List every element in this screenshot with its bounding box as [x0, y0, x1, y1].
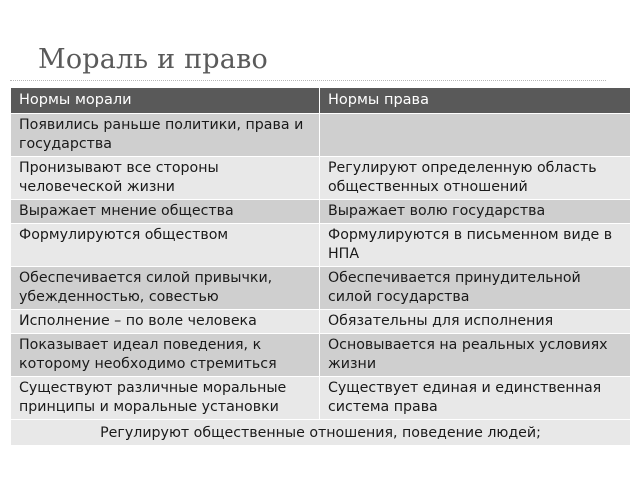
law-cell: Основывается на реальных условиях жизни	[320, 334, 631, 377]
table-row	[11, 224, 631, 267]
table-row	[11, 267, 631, 310]
header-morality-norms: Нормы морали	[11, 88, 320, 114]
morality-cell: Пронизывают все стороны человеческой жизни	[11, 157, 320, 200]
table-footer-row	[11, 420, 631, 446]
shared-feature-cell: Регулируют общественные отношения, поведение людей;	[11, 420, 631, 446]
law-cell: Обеспечивается принудительной силой государства	[320, 267, 631, 310]
morality-cell: Формулируются обществом	[11, 224, 320, 267]
morality-cell: Обеспечивается силой привычки, убежденностью, совестью	[11, 267, 320, 310]
morality-cell: Появились раньше политики, права и государства	[11, 114, 320, 157]
header-law-norms: Нормы права	[320, 88, 631, 114]
table-row	[11, 114, 631, 157]
law-cell: Существует единая и единственная система права	[320, 377, 631, 420]
table-row	[11, 200, 631, 224]
law-cell	[320, 114, 631, 157]
table-header-row	[11, 88, 631, 114]
law-cell: Формулируются в письменном виде в НПА	[320, 224, 631, 267]
morality-cell: Выражает мнение общества	[11, 200, 320, 224]
law-cell: Выражает волю государства	[320, 200, 631, 224]
law-cell: Регулируют определенную область общественных отношений	[320, 157, 631, 200]
morality-cell: Существуют различные моральные принципы и моральные установки	[11, 377, 320, 420]
table-row	[11, 157, 631, 200]
table-row	[11, 310, 631, 334]
comparison-table	[10, 87, 631, 446]
morality-cell: Показывает идеал поведения, к которому необходимо стремиться	[11, 334, 320, 377]
table-row	[11, 334, 631, 377]
law-cell: Обязательны для исполнения	[320, 310, 631, 334]
slide-title: Мораль и право	[38, 44, 268, 75]
table-row	[11, 377, 631, 420]
title-divider	[10, 80, 606, 81]
morality-cell: Исполнение – по воле человека	[11, 310, 320, 334]
